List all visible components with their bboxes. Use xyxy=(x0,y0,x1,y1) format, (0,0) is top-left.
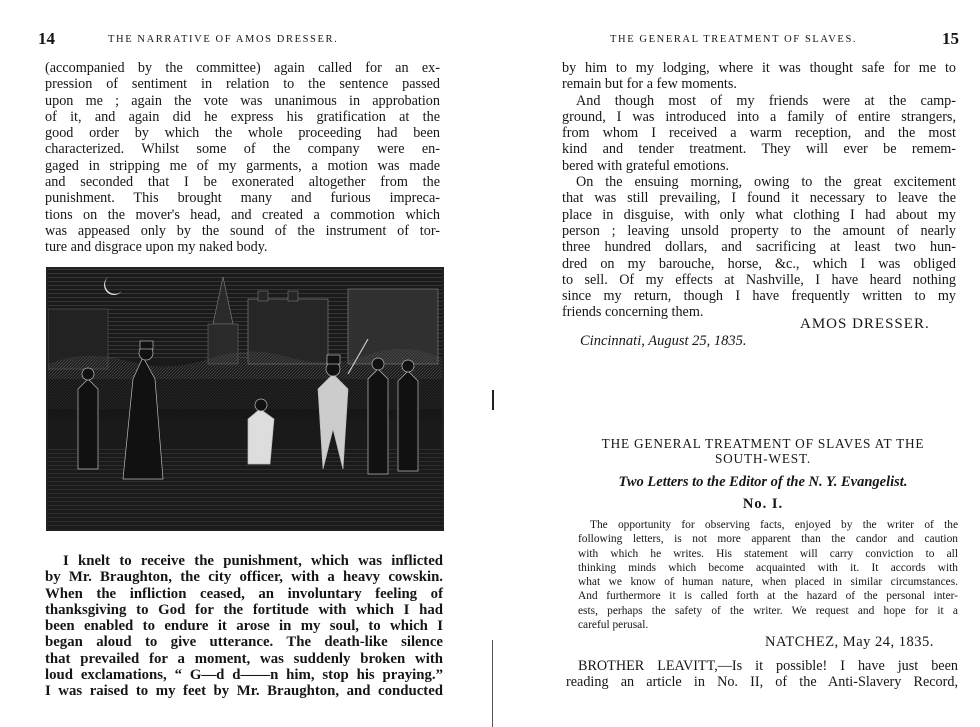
text-line: person ; leaving unsold property to the amount of nearly xyxy=(562,222,956,239)
editor-intro xyxy=(578,518,958,632)
letter-body xyxy=(566,658,958,691)
text-line: was appeased only by the sound of the instrument of tor- xyxy=(45,222,440,239)
text-line: I knelt to receive the punishment, which was inflicted xyxy=(63,553,443,569)
text-line: bered with grateful emotions. xyxy=(562,157,730,174)
text-line: that was still prevailing, I found it necessary to leave the xyxy=(562,190,956,207)
text-line: friends concerning them. xyxy=(562,304,704,321)
text-line: by Mr. Braughton, the city officer, with a heavy cowskin. xyxy=(45,569,443,586)
text-line: punishment. This brought many and furious impreca- xyxy=(45,190,440,207)
text-line: loud exclamations, “ G—d d——n him, stop his praying.” xyxy=(45,667,443,684)
text-line: upon me ; again the vote was unanimous in approbation xyxy=(45,92,440,109)
text-line: that prevailed for a moment, was suddenly broken with xyxy=(45,650,443,667)
section-subtitle: Two Letters to the Editor of the N. Y. Evangelist. xyxy=(618,474,908,490)
text-line: from whom I received a warm reception, and the most xyxy=(562,125,956,142)
right-page xyxy=(490,0,980,727)
section-title-line: SOUTH-WEST. xyxy=(714,451,812,466)
text-line: since my return, though I have frequently written to my xyxy=(562,288,956,305)
text-line: And though most of my friends were at the camp- xyxy=(576,92,956,109)
text-line: careful perusal. xyxy=(578,619,649,632)
text-line: I was raised to my feet by Mr. Braughton, and conducted xyxy=(45,683,443,700)
text-line: pression of sentiment in relation to the sentence passed xyxy=(45,76,440,93)
left-paragraph-2 xyxy=(45,553,443,700)
text-line: began aloud to give utterance. The death-like silence xyxy=(45,634,443,651)
text-line: with which he writes. His statement will carry conviction to all xyxy=(578,547,958,560)
text-line: And furthermore it is called forth at the hazard of the personal inter- xyxy=(578,590,958,603)
text-line: BROTHER LEAVITT,—Is it possible! I have just been xyxy=(578,658,958,674)
letter-number: No. I. xyxy=(742,496,784,512)
text-line: (accompanied by the committee) again called for an ex- xyxy=(45,60,440,76)
text-line: On the ensuing morning, owing to the great excitement xyxy=(576,174,956,191)
place-date: NATCHEZ, May 24, 1835. xyxy=(765,634,934,650)
text-line: kind and tender treatment. They will ever be remem- xyxy=(562,141,956,158)
running-head-right: THE GENERAL TREATMENT OF SLAVES. xyxy=(610,34,858,45)
text-line: thinking minds which become acquainted with it. It accords with xyxy=(578,561,958,574)
text-line: dred on my barouche, horse, &c., which I was obliged xyxy=(562,255,956,272)
text-line: characterized. Whilst some of the company were en- xyxy=(45,141,440,158)
text-line: The opportunity for observing facts, enjoyed by the writer of the xyxy=(590,519,958,531)
text-line: ests, perhaps the safety of the writer. We request and hope for it a xyxy=(578,604,958,617)
text-line: reading an article in No. II, of the Anti-Slavery Record, xyxy=(566,674,958,691)
page-number-left: 14 xyxy=(38,29,55,48)
section-title xyxy=(568,436,958,466)
text-line: ground, I was introduced into a family of entire strangers, xyxy=(562,108,956,125)
text-line: of it, and again did he express his gratification at the xyxy=(45,108,440,125)
running-head-left: THE NARRATIVE OF AMOS DRESSER. xyxy=(108,34,339,45)
text-line: gaged in stripping me of my garments, a motion was made xyxy=(45,157,440,174)
text-line: by him to my lodging, where it was thought safe for me to xyxy=(562,60,956,76)
text-line: to sell. Of my effects at Nashville, I have heard nothing xyxy=(562,271,956,288)
text-line: tions on the mover's head, and created a commotion which xyxy=(45,206,440,223)
whipping-scene-engraving xyxy=(48,269,442,529)
signature: AMOS DRESSER. xyxy=(800,316,930,332)
text-line: When the infliction ceased, an involuntary feeling of xyxy=(45,585,443,602)
section-title-line: THE GENERAL TREATMENT OF SLAVES AT THE xyxy=(601,436,925,451)
engraving-illustration xyxy=(46,267,444,531)
right-paragraph-1 xyxy=(562,60,956,321)
page-number-right: 15 xyxy=(942,29,959,48)
text-line: been enabled to endure it arose in my soul, to which I xyxy=(45,618,443,635)
text-line: good order by which the whole proceeding had been xyxy=(45,125,440,142)
text-line: three hundred dollars, and sacrificing at least two hun- xyxy=(562,239,956,256)
text-line: thanksgiving to God for the fortitude with which I had xyxy=(45,601,443,618)
left-paragraph-1 xyxy=(45,60,440,256)
text-line: place in disguise, with only what clothing I had about my xyxy=(562,206,956,223)
text-line: ture and disgrace upon my naked body. xyxy=(45,239,268,256)
dateline: Cincinnati, August 25, 1835. xyxy=(580,333,747,349)
text-line: what we know of human nature, when placed in similar circumstances. xyxy=(578,576,958,589)
text-line: and seconded that I be exonerated altogether from the xyxy=(45,174,440,191)
text-line: following letters, is not more apparent than the candor and caution xyxy=(578,533,958,546)
text-line: remain but for a few moments. xyxy=(562,76,737,93)
